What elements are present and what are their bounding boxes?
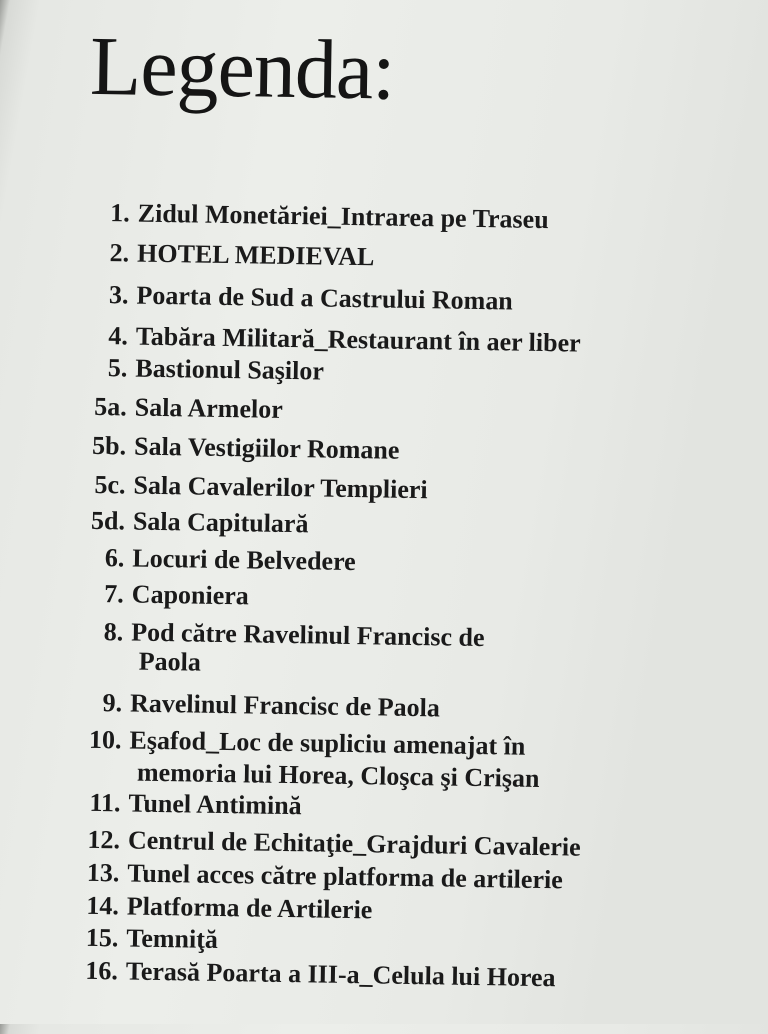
legend-item <box>0 278 513 316</box>
item-number: 5b. <box>91 430 127 461</box>
item-text: Platforma de Artilerie <box>126 891 373 925</box>
item-number: 4. <box>108 321 129 351</box>
legend-item <box>0 541 356 577</box>
item-number: 2. <box>109 238 130 268</box>
item-number: 12. <box>87 824 121 855</box>
item-text: Tunel Antimină <box>128 788 302 821</box>
item-text-continued: memoria lui Horea, Cloşca şi Crişan <box>136 757 540 793</box>
item-text: Terasă Poarta a III-a_Celula lui Horea <box>125 956 556 993</box>
item-text: Zidul Monetăriei_Intrarea pe Traseu <box>137 198 549 235</box>
legend-item <box>0 954 556 993</box>
legend-item <box>0 468 428 505</box>
item-text: Poarta de Sud a Castrului Roman <box>136 280 514 316</box>
item-text: Eşafod_Loc de supliciu amenajat în <box>129 725 526 761</box>
item-number: 3. <box>108 280 129 310</box>
item-number: 11. <box>89 787 121 818</box>
item-text: Temniţă <box>126 923 219 954</box>
legend-item <box>0 615 485 653</box>
item-text: Sala Armelor <box>134 392 283 424</box>
legend-item <box>0 856 563 895</box>
item-number: 5. <box>107 353 128 383</box>
legend-item <box>0 429 400 465</box>
item-number: 8. <box>103 617 124 647</box>
legend-item <box>0 786 302 821</box>
item-number: 5d. <box>90 505 126 536</box>
item-text: Bastionul Saşilor <box>135 353 325 386</box>
legend-item <box>0 921 218 955</box>
legend-item <box>0 390 283 424</box>
item-number: 6. <box>104 543 125 573</box>
item-text: Tabăra Militară_Restaurant în aer liber <box>135 321 581 358</box>
legend-item <box>0 577 249 611</box>
legend-item <box>0 823 581 862</box>
legend-item <box>0 236 375 272</box>
legend-item <box>0 196 549 235</box>
item-number: 7. <box>104 579 125 609</box>
legend-title: Legenda: <box>89 19 396 118</box>
item-number: 5c. <box>94 469 126 500</box>
item-text: Sala Cavalerilor Templieri <box>133 470 428 505</box>
item-text: Tunel acces către platforma de artilerie <box>127 858 563 895</box>
item-text: Sala Capitulară <box>132 506 309 539</box>
legend-item <box>0 504 309 539</box>
item-number: 9. <box>102 688 123 718</box>
item-text: Caponiera <box>131 579 250 611</box>
item-text: Pod către Ravelinul Francisc de <box>130 617 485 653</box>
item-number: 15. <box>85 922 119 953</box>
item-number: 13. <box>86 857 120 888</box>
item-number: 1. <box>110 198 131 228</box>
item-text: Centrul de Echitaţie_Grajduri Cavalerie <box>127 825 581 862</box>
legend-item <box>0 686 440 723</box>
item-text: Sala Vestigiilor Romane <box>133 431 400 465</box>
item-text-continued: Paola <box>138 646 202 677</box>
legend-item <box>0 723 526 761</box>
legend-item <box>0 351 324 386</box>
legend-item <box>0 889 373 925</box>
item-text: HOTEL MEDIEVAL <box>136 238 375 272</box>
item-number: 14. <box>86 890 120 921</box>
item-number: 5a. <box>94 391 127 422</box>
item-text: Ravelinul Francisc de Paola <box>129 688 441 723</box>
item-number: 16. <box>85 955 119 986</box>
item-text: Locuri de Belvedere <box>132 543 356 577</box>
item-number: 10. <box>88 724 122 755</box>
